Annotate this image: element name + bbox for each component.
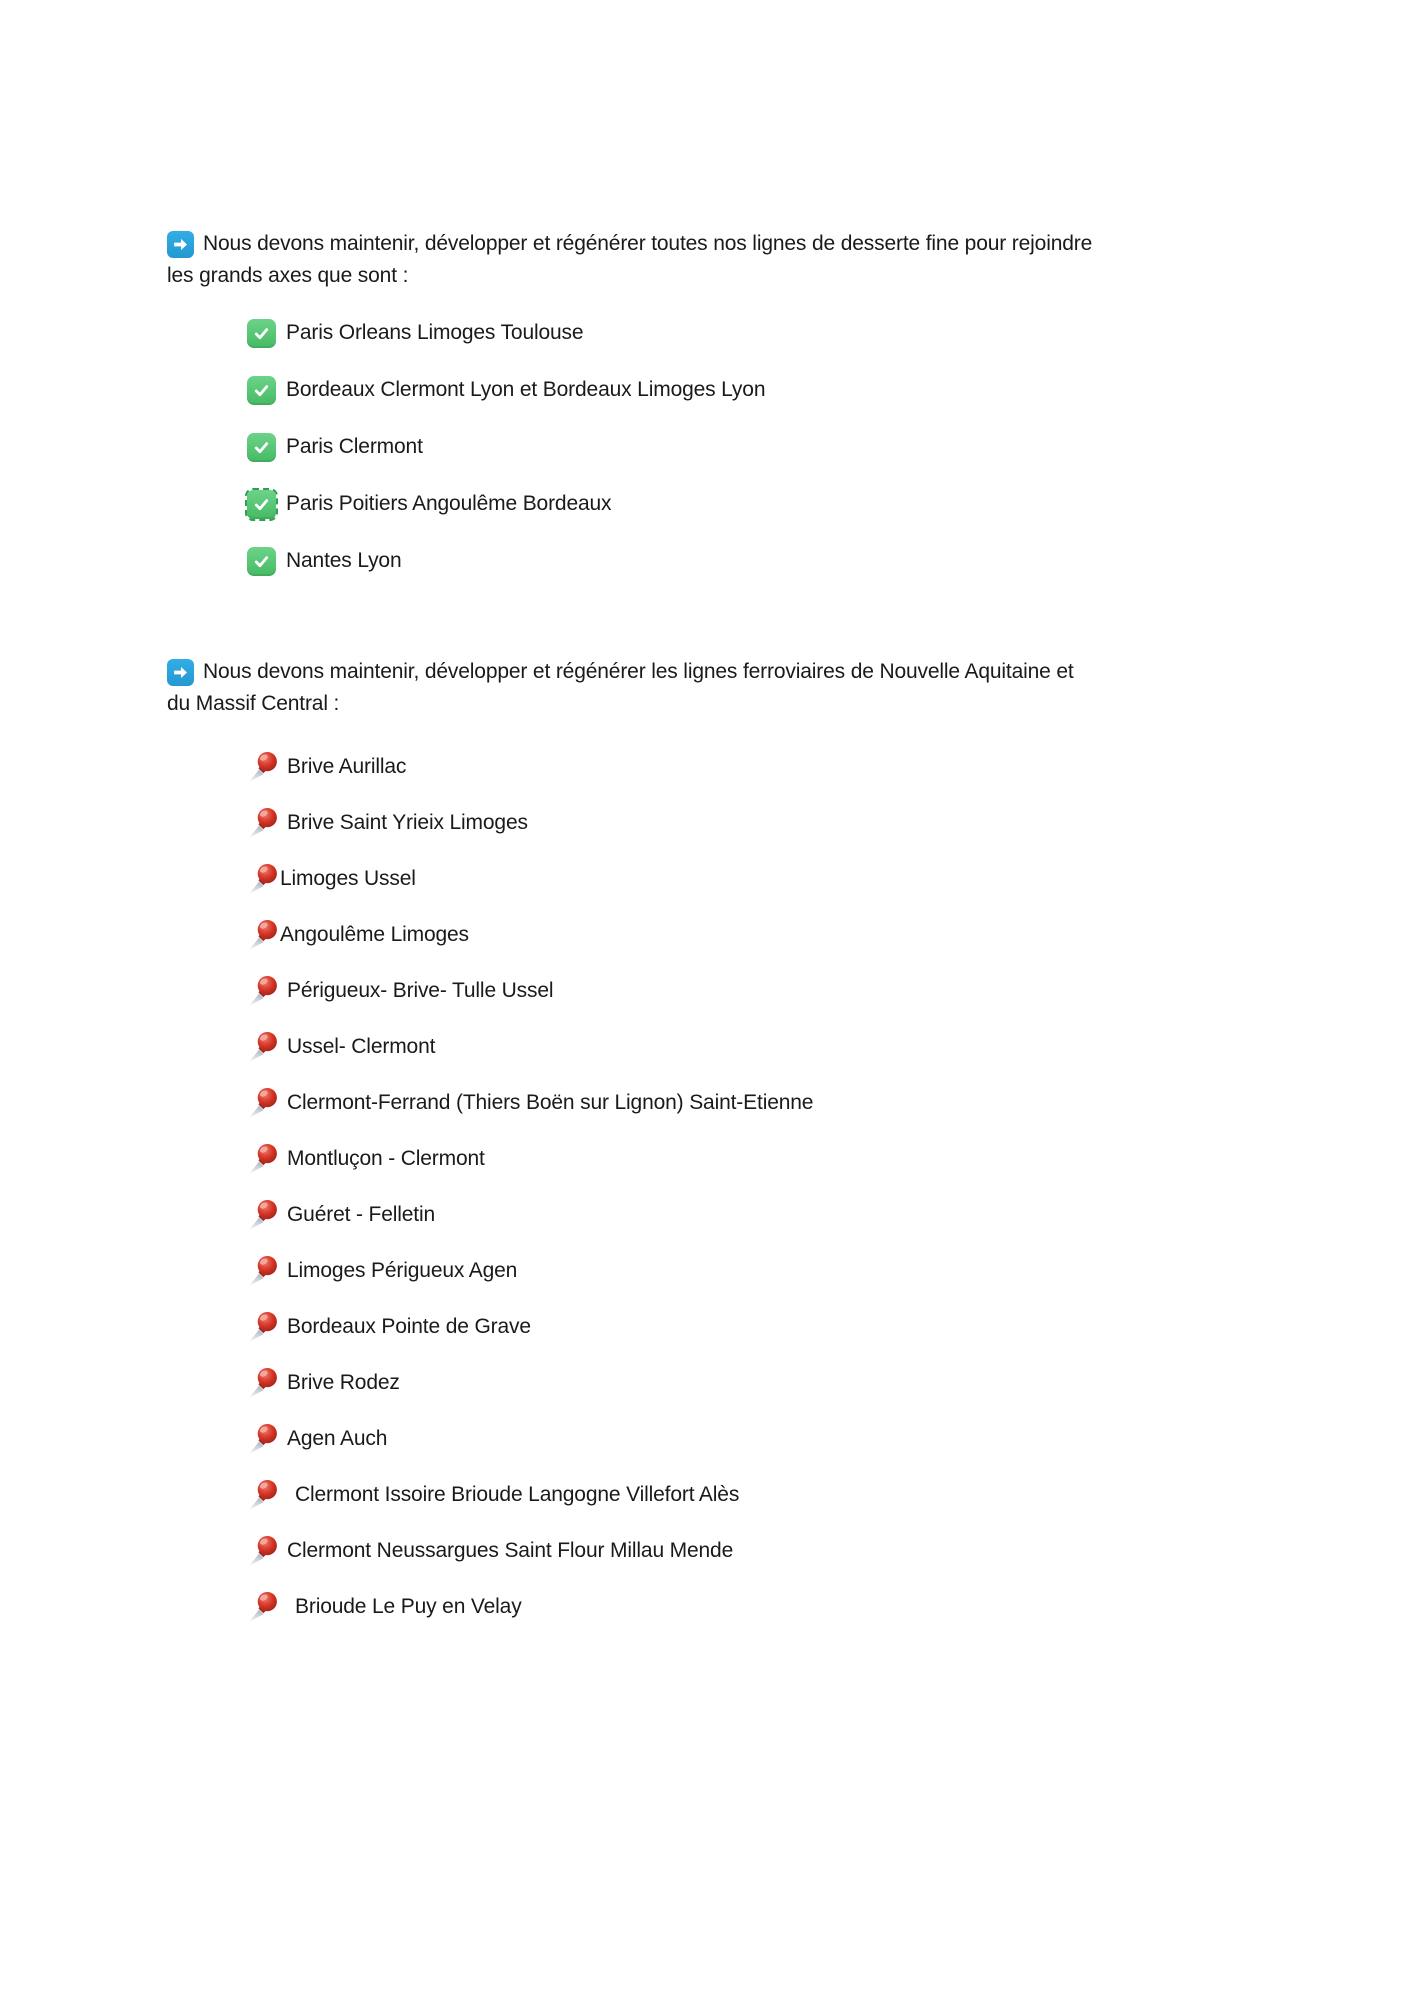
rail-line-label: Paris Poitiers Angoulême Bordeaux <box>286 492 612 515</box>
rail-line-label: Brioude Le Puy en Velay <box>295 1595 522 1618</box>
pushpin-icon <box>247 806 279 840</box>
pushpin-icon <box>247 918 279 952</box>
rail-line-label: Nantes Lyon <box>286 549 402 572</box>
intro-text-line1: Nous devons maintenir, développer et régénérer les lignes ferroviaires de Nouvelle Aquitaine et <box>203 660 1074 683</box>
rail-line-item <box>247 1198 1283 1232</box>
check-mark-icon <box>247 319 276 348</box>
rail-line-label: Limoges Périgueux Agen <box>287 1259 518 1282</box>
rail-line-label: Guéret - Felletin <box>287 1203 436 1226</box>
pushpin-icon <box>247 1366 279 1400</box>
rail-line-item <box>247 1030 1283 1064</box>
rail-line-label: Montluçon - Clermont <box>287 1147 485 1170</box>
rail-line-item <box>247 375 1283 405</box>
rail-line-item <box>247 1534 1283 1568</box>
pushpin-icon <box>247 1198 279 1232</box>
pushpin-icon <box>247 1310 279 1344</box>
rail-line-item <box>247 318 1283 348</box>
rail-line-label: Brive Saint Yrieix Limoges <box>287 811 528 834</box>
rail-line-label: Bordeaux Clermont Lyon et Bordeaux Limoges Lyon <box>286 378 766 401</box>
rail-line-label: Ussel- Clermont <box>287 1035 436 1058</box>
lignes-ferroviaires-list <box>167 750 1283 1624</box>
rail-line-item <box>247 1086 1283 1120</box>
intro-paragraph-lignes-ferroviaires <box>167 656 1283 720</box>
check-mark-icon <box>247 490 276 519</box>
pushpin-icon <box>247 1142 279 1176</box>
rail-line-label: Angoulême Limoges <box>280 923 469 946</box>
rail-line-item <box>247 974 1283 1008</box>
rail-line-item <box>247 489 1283 519</box>
rail-line-item <box>247 1254 1283 1288</box>
section-grands-axes <box>167 228 1283 576</box>
pushpin-icon <box>247 862 279 896</box>
grands-axes-list <box>167 318 1283 576</box>
rail-line-label: Périgueux- Brive- Tulle Ussel <box>287 979 554 1002</box>
rail-line-label: Agen Auch <box>287 1427 388 1450</box>
rail-line-item <box>247 862 1283 896</box>
rail-line-label: Bordeaux Pointe de Grave <box>287 1315 531 1338</box>
section-lignes-ferroviaires <box>167 656 1283 1624</box>
rail-line-label: Brive Aurillac <box>287 755 407 778</box>
rail-line-label: Paris Orleans Limoges Toulouse <box>286 321 584 344</box>
right-arrow-icon <box>167 659 194 686</box>
check-mark-icon <box>247 376 276 405</box>
rail-line-item <box>247 806 1283 840</box>
pushpin-icon <box>247 1086 279 1120</box>
rail-line-label: Clermont Neussargues Saint Flour Millau Mende <box>287 1539 734 1562</box>
pushpin-icon <box>247 750 279 784</box>
rail-line-item <box>247 546 1283 576</box>
pushpin-icon <box>247 974 279 1008</box>
rail-line-label: Brive Rodez <box>287 1371 400 1394</box>
rail-line-item <box>247 432 1283 462</box>
rail-line-label: Paris Clermont <box>286 435 423 458</box>
intro-paragraph-grands-axes <box>167 228 1283 292</box>
rail-line-item <box>247 1142 1283 1176</box>
rail-line-item <box>247 1478 1283 1512</box>
rail-line-item <box>247 918 1283 952</box>
rail-line-label: Clermont-Ferrand (Thiers Boën sur Lignon) Saint-Etienne <box>287 1091 814 1114</box>
pushpin-icon <box>247 1478 279 1512</box>
intro-text-line2: les grands axes que sont : <box>167 264 409 287</box>
rail-line-item <box>247 750 1283 784</box>
rail-line-label: Clermont Issoire Brioude Langogne Villefort Alès <box>295 1483 740 1506</box>
rail-line-item <box>247 1310 1283 1344</box>
rail-line-item <box>247 1366 1283 1400</box>
pushpin-icon <box>247 1254 279 1288</box>
rail-line-item <box>247 1422 1283 1456</box>
pushpin-icon <box>247 1030 279 1064</box>
right-arrow-icon <box>167 231 194 258</box>
pushpin-icon <box>247 1534 279 1568</box>
rail-line-label: Limoges Ussel <box>280 867 416 890</box>
pushpin-icon <box>247 1590 279 1624</box>
check-mark-icon <box>247 547 276 576</box>
intro-text-line1: Nous devons maintenir, développer et régénérer toutes nos lignes de desserte fine pour rejoindre <box>203 232 1093 255</box>
rail-line-item <box>247 1590 1283 1624</box>
pushpin-icon <box>247 1422 279 1456</box>
intro-text-line2: du Massif Central : <box>167 692 340 715</box>
check-mark-icon <box>247 433 276 462</box>
